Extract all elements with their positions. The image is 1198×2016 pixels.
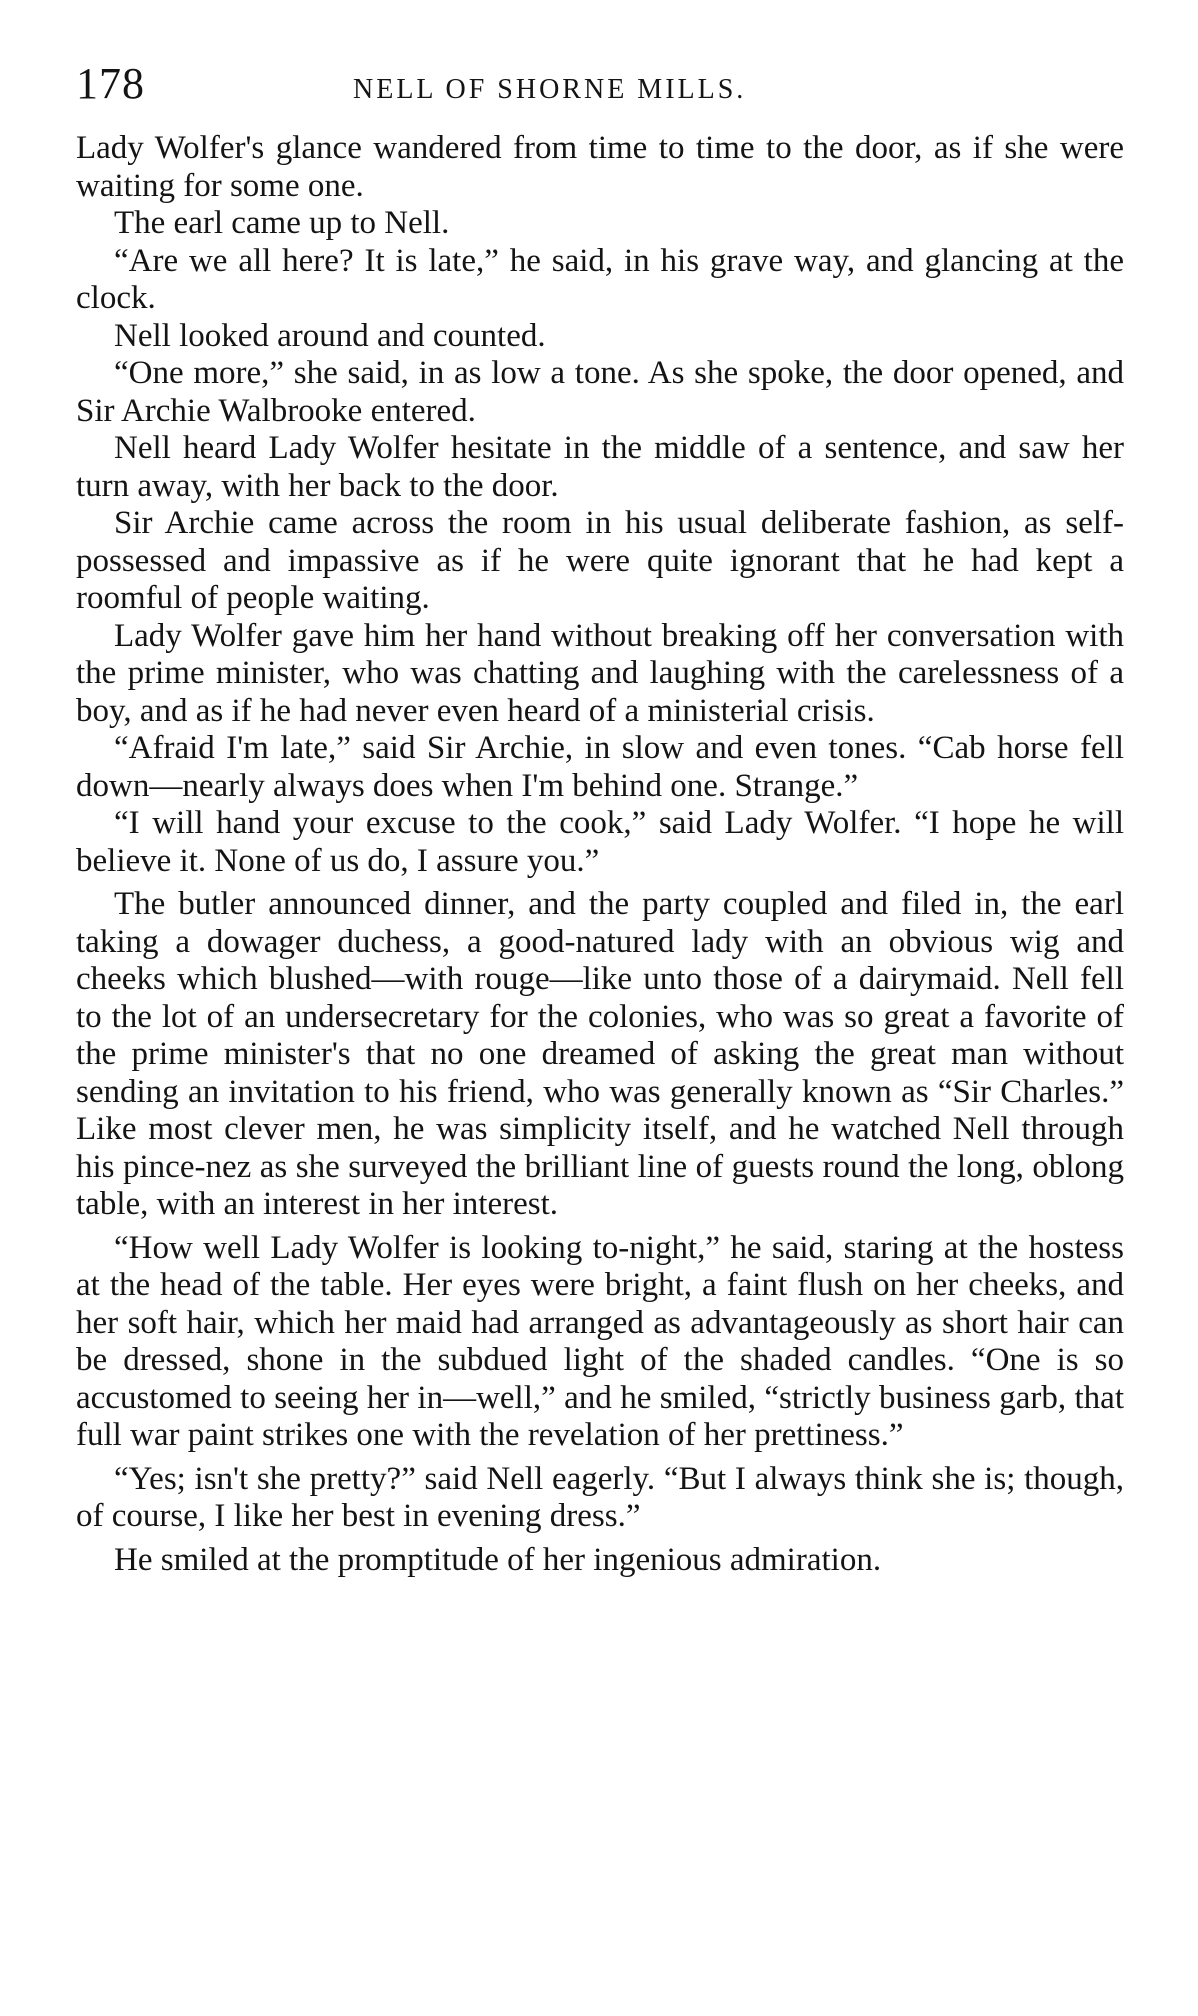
paragraph: “Afraid I'm late,” said Sir Archie, in slow and even tones. “Cab horse fell down—nearly always does when I'm behind one. Strange.” xyxy=(76,730,1124,804)
paragraph: “One more,” she said, in as low a tone. As she spoke, the door opened, and Sir Archie Walbrooke entered. xyxy=(76,355,1124,429)
paragraph: Lady Wolfer's glance wandered from time to time to the door, as if she were waiting for some one. xyxy=(76,130,1124,204)
page-number: 178 xyxy=(76,59,145,108)
paragraph: “Yes; isn't she pretty?” said Nell eagerly. “But I always think she is; though, of course, I like her best in evening dress.” xyxy=(76,1460,1124,1534)
body-text xyxy=(76,130,1124,1579)
paragraph: Lady Wolfer gave him her hand without breaking off her conversation with the prime minister, who was chatting and laughing with the carelessness of a boy, and as if he had never even heard of a ministerial crisis. xyxy=(76,617,1124,729)
paragraph: “Are we all here? It is late,” he said, in his grave way, and glancing at the clock. xyxy=(76,242,1124,316)
running-title: NELL OF SHORNE MILLS. xyxy=(353,74,747,105)
paragraph: Nell looked around and counted. xyxy=(114,317,546,354)
paragraph: Sir Archie came across the room in his usual deliberate fashion, as self-possessed and impassive as if he were quite ignorant that he had kept a roomful of people waiting. xyxy=(76,505,1124,616)
paragraph: The butler announced dinner, and the party coupled and filed in, the earl taking a dowager duchess, a good-natured lady with an obvious wig and cheeks which blushed—with rouge—like unto those of a dairymaid. Nell fell to the lot of an undersecretary for the colonies, who was so great a favorite of the prime minister's that no one dreamed of asking the great man without sending an invitation to his friend, who was generally known as “Sir Charles.” Like most clever men, he was simplicity itself, and he watched Nell through his pince-nez as she surveyed the brilliant line of guests round the long, oblong table, with an interest in her interest. xyxy=(76,886,1124,1222)
paragraph: “How well Lady Wolfer is looking to-night,” he said, staring at the hostess at the head of the table. Her eyes were bright, a faint flush on her cheeks, and her soft hair, which her maid had arranged as advantageously as short hair can be dressed, shone in the subdued light of the shaded candles. “One is so accustomed to seeing her in—well,” and he smiled, “strictly business garb, that full war paint strikes one with the revelation of her prettiness.” xyxy=(76,1229,1124,1453)
paragraph: “I will hand your excuse to the cook,” said Lady Wolfer. “I hope he will believe it. None of us do, I assure you.” xyxy=(76,805,1124,879)
paragraph: He smiled at the promptitude of her ingenious admiration. xyxy=(114,1541,882,1578)
paragraph: The earl came up to Nell. xyxy=(114,205,450,241)
page-header xyxy=(76,59,1124,130)
book-page xyxy=(76,59,1124,1579)
paragraph: Nell heard Lady Wolfer hesitate in the middle of a sentence, and saw her turn away, with her back to the door. xyxy=(76,430,1124,504)
